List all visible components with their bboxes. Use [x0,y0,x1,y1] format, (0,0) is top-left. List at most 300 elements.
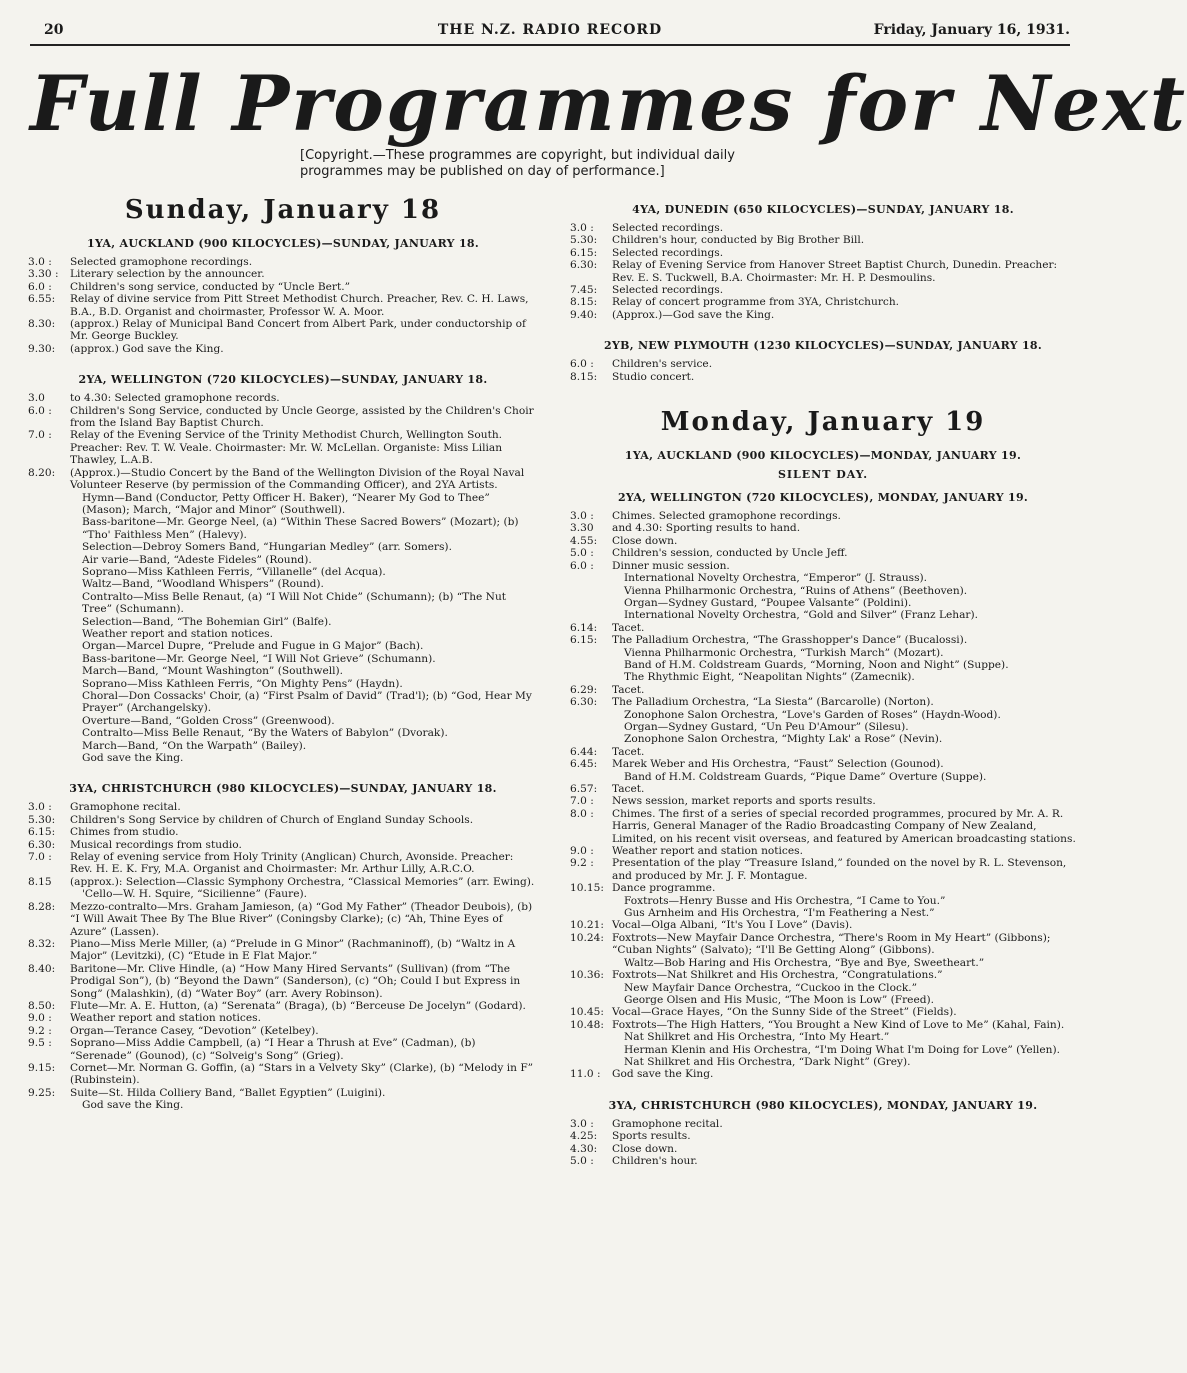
programme-description: Contralto—Miss Belle Renaut, “By the Waters of Babylon” (Dvorak). [82,727,448,740]
programme-description: Selected recordings. [612,222,724,234]
programme-time [570,572,612,584]
programme-item [28,801,538,813]
section-gap [570,1081,1076,1091]
programme-time: 7.0 : [28,429,52,442]
programme-description: Gramophone recital. [612,1117,723,1130]
programme-description: Tacet. [612,783,645,795]
programme-time: 10.21: [570,919,604,932]
programme-description: Soprano—Miss Kathleen Ferris, “Villanelle” (del Acqua). [82,565,386,578]
programme-description: Soprano—Miss Kathleen Ferris, “On Mighty Pens” (Haydn). [82,677,403,690]
programme-description: Organ—Sydney Gustard, “Poupee Valsante” (Poldini). [624,596,912,609]
programme-time: 3.0 : [28,801,52,814]
programme-item [28,256,538,268]
programme-item [570,895,1076,907]
left-column [28,195,538,1122]
programme-description: Children's Song Service by children of Church of England Sunday Schools. [70,813,474,826]
programme-description: Children's song service, conducted by “Uncle Bert.” [70,280,350,293]
section-gap [28,355,538,365]
programme-description: Dance programme. [612,882,716,895]
programme-time: 9.0 : [28,1012,52,1025]
programme-time: 6.0 : [570,358,594,371]
programme-item [570,919,1076,931]
programme-item [570,585,1076,597]
programme-time [570,1044,612,1056]
programme-description: Soprano—Miss Addie Campbell, (a) “I Hear a Thrush at Eve” (Cadman), (b) “Serenade” (Gounod), (c) “Solveig's Song” (Grieg). [70,1037,476,1062]
programme-time: 6.0 : [570,559,594,572]
programme-item [28,268,538,280]
programme-item [28,616,538,628]
programme-item [28,938,538,963]
programme-time: 4.30: [570,1142,598,1155]
programme-time: 8.15: [570,296,598,309]
programme-description: Vocal—Grace Hayes, “On the Sunny Side of the Street” (Fields). [612,1006,957,1019]
programme-description: 'Cello—W. H. Squire, “Sicilienne” (Faure). [82,888,307,901]
programme-description: International Novelty Orchestra, “Emperor” (J. Strauss). [624,572,928,585]
programme-description: God save the King. [82,752,184,765]
programme-item [28,690,538,715]
programme-description: Relay of the Evening Service of the Trinity Methodist Church, Wellington South. Preacher: Rev. T. W. Veale. Choirmaster: Mr. W. McLellan. Organiste: Miss Lilian Thawley, L.A.B. [70,429,503,467]
programme-time: 6.30: [28,838,56,851]
programme-description: Tacet. [612,745,645,758]
programme-item [28,566,538,578]
programme-item [28,1025,538,1037]
programme-time: 10.24: [570,931,604,944]
station-heading: 2YA, WELLINGTON (720 KILOCYCLES), MONDAY, JANUARY 19. [617,491,1029,505]
programme-time: 9.30: [28,342,56,355]
programme-description: God save the King. [82,1099,184,1112]
programme-item [28,839,538,851]
programme-item [28,727,538,739]
programme-item [28,516,538,541]
programme-time [570,709,612,721]
programme-item [570,1143,1076,1155]
programme-description: Selected gramophone recordings. [70,256,253,268]
programme-description: George Olsen and His Music, “The Moon is Low” (Freed). [624,993,935,1006]
programme-description: (Approx.)—God save the King. [612,308,775,321]
programme-description: (Approx.)—Studio Concert by the Band of the Wellington Division of the Royal Naval Volunteer Reserve (by permission of the Commanding Officer), and 2YA Artists. [70,466,525,492]
programme-item [570,733,1076,745]
programme-item [570,758,1076,770]
programme-description: Band of H.M. Coldstream Guards, “Pique Dame” Overture (Suppe). [624,770,987,783]
programme-item [570,296,1076,308]
section-gap [570,383,1076,393]
programme-description: (approx.): Selection—Classic Symphony Orchestra, “Classical Memories” (arr. Ewing). [70,875,535,888]
programme-time [28,752,70,764]
publication-title: THE N.Z. RADIO RECORD [437,22,663,38]
programme-item [28,1037,538,1062]
programme-item [570,857,1076,882]
programme-description: Children's Song Service, conducted by Uncle George, assisted by the Children's Choir from the Island Bay Baptist Church. [70,404,534,430]
programme-item [28,851,538,876]
programme-item [570,358,1076,370]
programme-time [570,771,612,783]
programme-time: 10.15: [570,882,604,895]
page-number: 20 [44,22,64,38]
programme-time: 9.2 : [28,1024,52,1037]
programme-time: 8.28: [28,900,56,913]
programme-item [570,671,1076,683]
programme-item [570,709,1076,721]
programme-description: March—Band, “On the Warpath” (Bailey). [82,739,307,752]
programme-item [28,429,538,466]
programme-item [570,771,1076,783]
programme-description: The Rhythmic Eight, “Neapolitan Nights” (Zamecnik). [624,671,915,684]
programme-item [28,578,538,590]
programme-time [28,727,70,739]
programme-list [28,801,538,1111]
programme-item [570,845,1076,857]
programme-item [28,1012,538,1024]
programme-description: New Mayfair Dance Orchestra, “Cuckoo in the Clock.” [624,981,918,994]
programme-description: Herman Klenin and His Orchestra, “I'm Doing What I'm Doing for Love” (Yellen). [624,1043,1060,1056]
programme-description: Nat Shilkret and His Orchestra, “Into My Heart.” [624,1031,890,1044]
programme-item [28,814,538,826]
programme-item [570,969,1076,981]
programme-item [28,1087,538,1099]
programme-item [570,1031,1076,1043]
programme-description: Foxtrots—Henry Busse and His Orchestra, “I Came to You.” [624,894,946,907]
programme-time: 5.30: [570,234,598,247]
programme-description: Contralto—Miss Belle Renaut, (a) “I Will Not Chide” (Schumann); (b) “The Nut Tree” (Schumann). [82,590,507,616]
programme-description: Sports results. [612,1130,691,1143]
programme-item [570,634,1076,646]
programme-description: International Novelty Orchestra, “Gold and Silver” (Franz Lehar). [624,609,978,622]
station-heading: 1YA, AUCKLAND (900 KILOCYCLES)—SUNDAY, JANUARY 18. [86,237,479,250]
programme-time: 3.0 [28,392,45,405]
programme-time: 6.55: [28,293,56,306]
programme-time: 9.40: [570,308,598,321]
programme-description: Children's session, conducted by Uncle Jeff. [612,547,848,560]
programme-item [570,746,1076,758]
programme-time: 8.20: [28,466,56,479]
programme-time [28,628,70,640]
programme-description: Marek Weber and His Orchestra, “Faust” Selection (Gounod). [612,758,944,771]
programme-item [28,665,538,677]
programme-item [570,659,1076,671]
programme-description: Organ—Terance Casey, “Devotion” (Ketelbey). [70,1024,319,1037]
programme-description: God save the King. [612,1068,714,1081]
programme-description: (approx.) God save the King. [70,342,224,355]
programme-item [570,572,1076,584]
programme-item [570,684,1076,696]
programme-item [570,522,1076,534]
programme-description: Tacet. [612,621,645,634]
programme-description: The Palladium Orchestra, “La Siesta” (Barcarolle) (Norton). [612,696,934,709]
programme-item [570,309,1076,321]
section-gap [28,1112,538,1122]
programme-time: 5.30: [28,813,56,826]
programme-time: 9.15: [28,1061,56,1074]
programme-description: Foxtrots—The High Hatters, “You Brought a New Kind of Love to Me” (Kahal, Fain). [612,1018,1065,1031]
programme-item [570,795,1076,807]
programme-time [28,665,70,677]
programme-time [28,690,70,715]
station-heading: 3YA, CHRISTCHURCH (980 KILOCYCLES), MONDAY, JANUARY 19. [608,1098,1038,1112]
programme-time [570,597,612,609]
programme-description: Foxtrots—New Mayfair Dance Orchestra, “There's Room in My Heart” (Gibbons); “Cuban Nights” (Salvato); “I'll Be Getting Along” (Gibbons). [612,931,1051,957]
programme-item [570,371,1076,383]
programme-description: (approx.) Relay of Municipal Band Concert from Albert Park, under conductorship of Mr. George Buckley. [70,318,526,343]
day-heading-sunday: Sunday, January 18 [124,195,442,225]
programme-time: 3.0 : [570,222,594,234]
programme-time: 11.0 : [570,1068,601,1081]
copyright-notice: [Copyright.—These programmes are copyright, but individual daily programmes may be published on day of performance.] [300,148,735,179]
programme-description: The Palladium Orchestra, “The Grasshopper's Dance” (Bucalossi). [612,634,968,647]
programme-item [28,678,538,690]
programme-description: Vienna Philharmonic Orchestra, “Turkish March” (Mozart). [624,646,944,659]
programme-description: Baritone—Mr. Clive Hindle, (a) “How Many Hired Servants” (Sullivan) (from “The Prodigal Son”), (b) “Beyond the Dawn” (Sanderson), (c) “Oh; Could I but Express in Song” (Malashkin), (d) “Water Boy” (arr. Avery Robinson). [70,962,521,1000]
programme-item [570,247,1076,259]
programme-item [28,1000,538,1012]
programme-description: March—Band, “Mount Washington” (Southwell). [82,665,343,678]
programme-item [570,932,1076,957]
programme-description: Flute—Mr. A. E. Hutton, (a) “Serenata” (Braga), (b) “Berceuse De Jocelyn” (Godard). [70,999,526,1012]
programme-item [28,740,538,752]
programme-time [570,647,612,659]
programme-item [28,888,538,900]
programme-time: 6.0 : [28,280,52,293]
programme-description: Mezzo-contralto—Mrs. Graham Jamieson, (a) “God My Father” (Theador Deubois), (b) “I Will Await Thee By The Blue River” (Coningsby Clarke); (c) “Ah, Thine Eyes of Azure” (Lassen). [70,900,533,938]
programme-time [570,733,612,745]
programme-time: 7.45: [570,284,598,297]
programme-time: 8.40: [28,962,56,975]
programme-description: Choral—Don Cossacks' Choir, (a) “First Psalm of David” (Trad'l); (b) “God, Hear My Prayer” (Archangelsky). [82,690,532,715]
programme-item [28,826,538,838]
programme-description: Waltz—Band, “Woodland Whispers” (Round). [82,578,324,591]
programme-time: 6.30: [570,696,598,709]
programme-time [570,895,612,907]
programme-item [570,647,1076,659]
programme-description: Suite—St. Hilda Colliery Band, “Ballet Egyptien” (Luigini). [70,1086,386,1099]
day-heading-monday: Monday, January 19 [660,407,986,438]
programme-item [28,281,538,293]
programme-description: Weather report and station notices. [82,627,273,640]
programme-time [570,1056,612,1068]
programme-description: Dinner music session. [612,559,730,572]
station-heading: 4YA, DUNEDIN (650 KILOCYCLES)—SUNDAY, JANUARY 18. [632,203,1014,216]
programme-list [28,256,538,355]
programme-time: 8.32: [28,937,56,950]
programme-time [570,994,612,1006]
programme-time: 9.2 : [570,857,594,870]
programme-item [28,715,538,727]
programme-item [570,609,1076,621]
programme-time: 8.15 [28,875,52,888]
programme-time: 6.29: [570,683,598,696]
programme-description: Selection—Debroy Somers Band, “Hungarian Medley” (arr. Somers). [82,541,452,554]
programme-time: 6.30: [570,259,598,272]
programme-item [570,1056,1076,1068]
programme-time: 9.5 : [28,1037,52,1050]
programme-item [570,1006,1076,1018]
station-heading: 2YB, NEW PLYMOUTH (1230 KILOCYCLES)—SUNDAY, JANUARY 18. [603,339,1043,353]
programme-description: Waltz—Bob Haring and His Orchestra, “Bye and Bye, Sweetheart.” [624,956,985,969]
programme-time: 6.0 : [28,404,52,417]
programme-description: Presentation of the play “Treasure Island,” founded on the novel by R. L. Stevenson, and produced by Mr. J. F. Montague. [612,857,1067,882]
programme-time: 6.57: [570,783,598,795]
programme-description: Relay of Evening Service from Hanover Street Baptist Church, Dunedin. Preacher: Rev. E. S. Tuckwell, B.A. Choirmaster: Mr. H. P. Desmoulins. [612,259,1058,284]
programme-description: Band of H.M. Coldstream Guards, “Morning, Noon and Night” (Suppe). [624,658,1009,671]
programme-time: 3.0 : [28,256,52,268]
programme-time [570,609,612,621]
programme-description: Selected recordings. [612,246,724,259]
programme-item [570,535,1076,547]
programme-time: 4.25: [570,1130,598,1143]
section-gap [570,321,1076,331]
programme-item [28,640,538,652]
programme-list [570,358,1076,383]
programme-item [570,259,1076,284]
programme-item [570,1155,1076,1167]
programme-description: Nat Shilkret and His Orchestra, “Dark Night” (Grey). [624,1055,911,1068]
programme-description: Bass-baritone—Mr. George Neel, (a) “Within These Sacred Bowers” (Mozart); (b) “Tho' Faithless Men” (Halevy). [82,516,519,541]
programme-item [28,963,538,1000]
programme-description: Selection—Band, “The Bohemian Girl” (Balfe). [82,615,332,628]
programme-list [570,1118,1076,1168]
programme-time: 6.15: [570,246,598,259]
programme-time: 8.30: [28,318,56,331]
programme-time [28,541,70,553]
programme-time [28,740,70,752]
programme-time [570,982,612,994]
programme-description: Piano—Miss Merle Miller, (a) “Prelude in G Minor” (Rachmaninoff), (b) “Waltz in A Major” (Levitzki), (C) “Etude in E Flat Major.” [70,937,516,963]
programme-description: Tacet. [612,683,645,696]
programme-item [570,560,1076,572]
programme-time [570,659,612,671]
programme-description: Overture—Band, “Golden Cross” (Greenwood). [82,714,335,727]
programme-time [28,554,70,566]
programme-item [570,510,1076,522]
programme-list [28,392,538,764]
programme-item [570,882,1076,894]
programme-time: 5.0 : [570,1154,594,1167]
programme-time [28,516,70,541]
programme-description: Close down. [612,1142,678,1155]
programme-list [570,222,1076,321]
programme-item [570,783,1076,795]
programme-item [28,591,538,616]
programme-item [28,1062,538,1087]
programme-item [570,1118,1076,1130]
programme-description: Organ—Sydney Gustard, “Un Peu D'Amour” (Silesu). [624,720,909,733]
programme-time: 6.14: [570,621,598,634]
programme-item [28,392,538,404]
programme-time: 10.36: [570,969,604,982]
programme-time: 6.15: [28,826,56,839]
programme-description: Bass-baritone—Mr. George Neel, “I Will Not Grieve” (Schumann). [82,652,436,665]
programme-time: 6.45: [570,758,598,771]
programme-description: Cornet—Mr. Norman G. Goffin, (a) “Stars in a Velvety Sky” (Clarke), (b) “Melody in F” (Rubinstein). [70,1061,534,1087]
programme-description: Organ—Marcel Dupre, “Prelude and Fugue in G Major” (Bach). [82,640,424,653]
programme-description: to 4.30: Selected gramophone records. [70,392,280,405]
silent-day-note: SILENT DAY. [777,468,869,482]
station-heading: 3YA, CHRISTCHURCH (980 KILOCYCLES)—SUNDAY, JANUARY 18. [69,782,497,796]
programme-description: Relay of concert programme from 3YA, Christchurch. [612,296,900,309]
programme-item [570,1068,1076,1080]
programme-description: Air varie—Band, “Adeste Fideles” (Round). [82,553,312,566]
programme-description: Weather report and station notices. [612,845,803,858]
programme-description: Children's service. [612,358,713,371]
programme-description: Studio concert. [612,370,695,383]
programme-item [570,234,1076,246]
programme-item [28,876,538,888]
programme-description: Children's hour. [612,1154,698,1167]
programme-description: Vocal—Olga Albani, “It's You I Love” (Davis). [612,919,853,932]
programme-time: 6.44: [570,745,598,758]
programme-description: Vienna Philharmonic Orchestra, “Ruins of Athens” (Beethoven). [624,584,968,597]
programme-time [28,678,70,690]
programme-time [28,888,70,900]
programme-description: Hymn—Band (Conductor, Petty Officer H. Baker), “Nearer My God to Thee” (Mason); March, “Major and Minor” (Southwell). [82,491,490,516]
programme-item [570,597,1076,609]
programme-time: 10.45: [570,1006,604,1019]
programme-item [570,622,1076,634]
programme-item [28,405,538,430]
programme-item [570,1044,1076,1056]
programme-time [28,578,70,590]
programme-time [570,721,612,733]
programme-item [570,907,1076,919]
programme-item [570,994,1076,1006]
programme-item [570,1130,1076,1142]
right-column [570,195,1076,1177]
programme-time: 7.0 : [570,795,594,808]
programme-time: 6.15: [570,634,598,647]
programme-item [28,492,538,517]
programme-time [28,653,70,665]
programme-description: News session, market reports and sports results. [612,795,876,808]
programme-time: 5.0 : [570,547,594,560]
programme-item [28,541,538,553]
programme-time [570,671,612,683]
programme-time: 3.30 [570,522,594,535]
programme-description: Chimes. The first of a series of special recorded programmes, procured by Mr. A. R. Harris, General Manager of the Radio Broadcasting Company of New Zealand, Limited, on his recent visit overseas, and featured by American broadcasting stations. [612,807,1076,845]
programme-description: Children's hour, conducted by Big Brother Bill. [612,234,865,247]
programme-item [570,957,1076,969]
page-title: Full Programmes for Next [30,59,1187,148]
station-heading: 2YA, WELLINGTON (720 KILOCYCLES)—SUNDAY, JANUARY 18. [78,373,488,387]
programme-time: 8.50: [28,999,56,1012]
programme-item [570,982,1076,994]
programme-description: Gus Arnheim and His Orchestra, “I'm Feathering a Nest.” [624,907,935,920]
programme-list [570,510,1076,1081]
programme-item [28,752,538,764]
section-gap [28,764,538,774]
programme-item [28,343,538,355]
programme-time: 3.30 : [28,268,59,281]
sunday-continued-sections [570,203,1076,393]
section-gap [570,1167,1076,1177]
programme-time [28,492,70,517]
programme-time [28,616,70,628]
masthead [30,20,1070,46]
programme-time [570,907,612,919]
programme-time [28,591,70,616]
programme-time [28,715,70,727]
programme-item [570,284,1076,296]
programme-item [570,808,1076,845]
programme-time: 9.25: [28,1086,56,1099]
sunday-sections [28,237,538,1122]
programme-item [28,901,538,938]
programme-item [570,547,1076,559]
programme-item [28,554,538,566]
programme-time: 8.0 : [570,807,594,820]
programme-description: and 4.30: Sporting results to hand. [612,522,801,535]
programme-time [28,640,70,652]
programme-description: Musical recordings from studio. [70,838,242,851]
programme-description: Relay of divine service from Pitt Street Methodist Church. Preacher, Rev. C. H. Laws, B.A., B.D. Organist and choirmaster, Professor W. A. Moor. [70,293,529,318]
